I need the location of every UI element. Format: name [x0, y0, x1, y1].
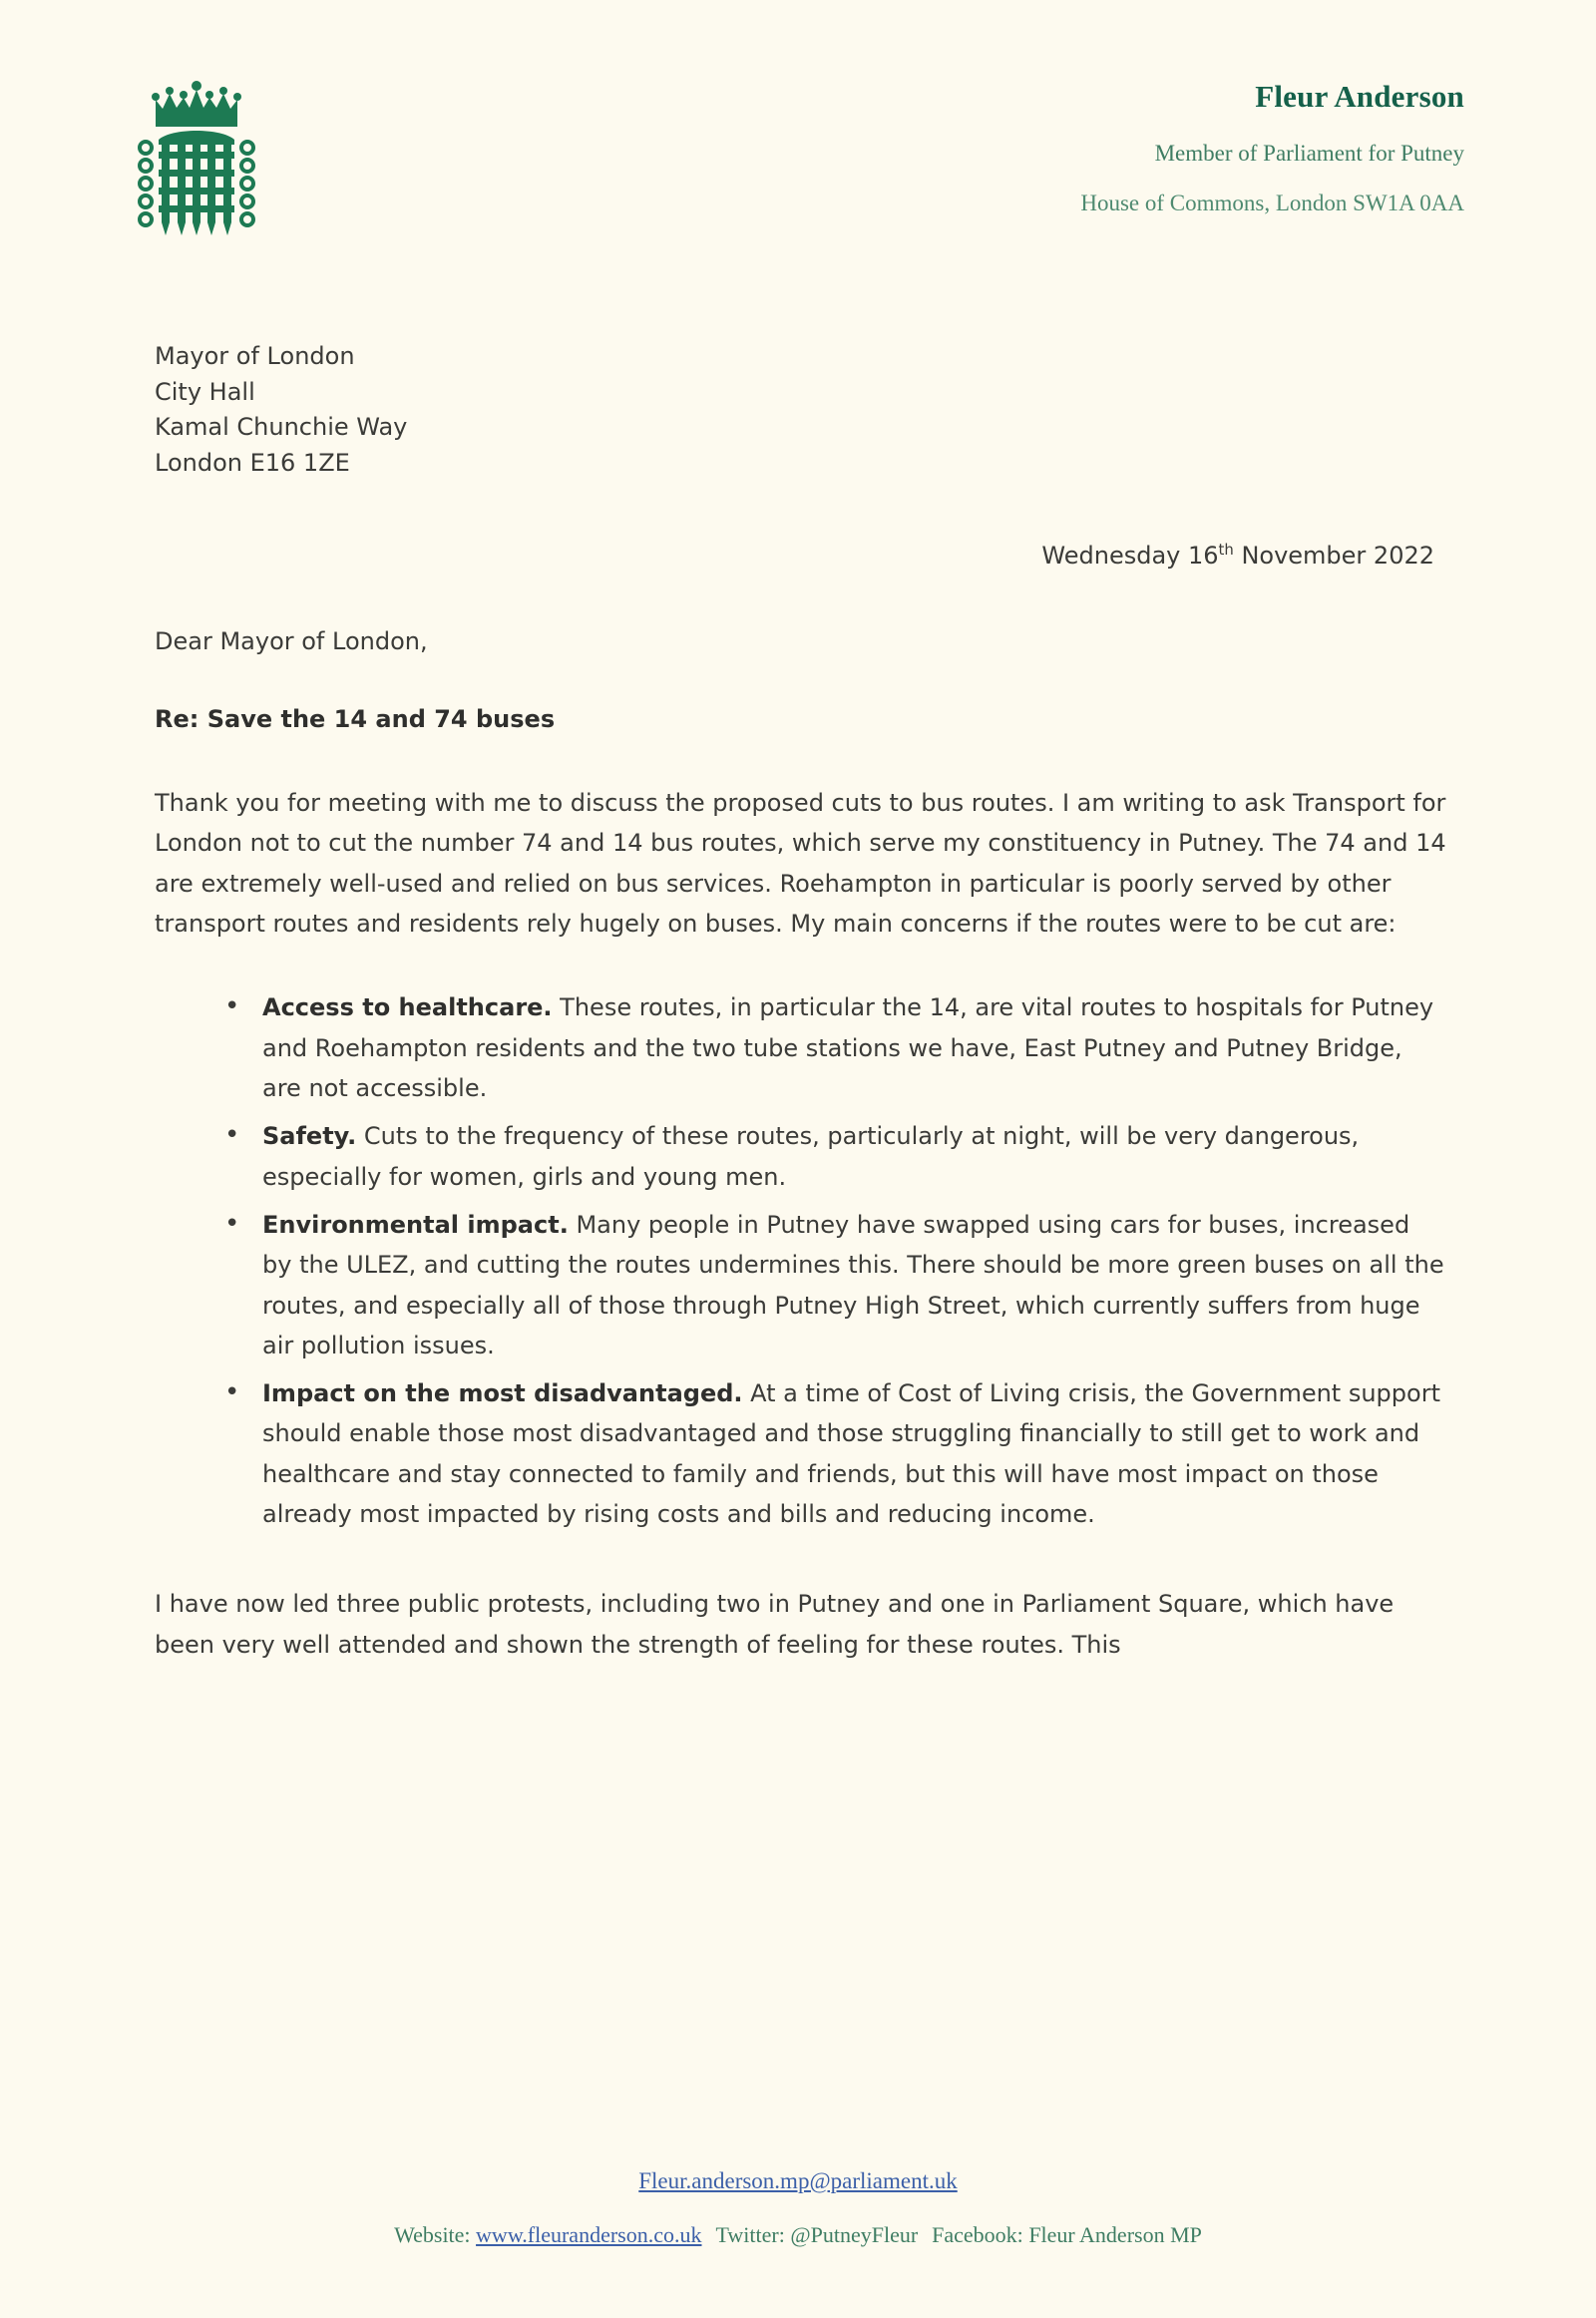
concern-text: These routes, in particular the 14, are vital routes to hospitals for Putney and Roehampton residents and the two tube stations we have, East Putney and Putney Bridge, are not accessible. [262, 993, 1434, 1102]
salutation: Dear Mayor of London, [155, 627, 428, 656]
twitter-handle: @PutneyFleur [790, 2222, 919, 2247]
list-item [216, 987, 1446, 1108]
date-ordinal: th [1218, 541, 1234, 560]
concern-text: Cuts to the frequency of these routes, particularly at night, will be very dangerous, especially for women, girls and young men. [262, 1122, 1360, 1191]
date-suffix: November 2022 [1233, 542, 1434, 571]
facebook-name: Fleur Anderson MP [1028, 2222, 1202, 2247]
closing-paragraph: I have now led three public protests, including two in Putney and one in Parliament Square, which have been very well attended and shown the strength of feeling for these routes. This [155, 1590, 1395, 1659]
recipient-line-2: City Hall [155, 377, 255, 406]
recipient-address [155, 339, 1446, 481]
website-label: Website: [394, 2222, 471, 2247]
footer-contact-line [0, 2222, 1596, 2248]
subject-line: Re: Save the 14 and 74 buses [155, 705, 556, 734]
letterhead [0, 0, 1596, 299]
facebook-label: Facebook: [932, 2222, 1023, 2247]
letterhead-text-block [1080, 80, 1464, 216]
concern-text: Many people in Putney have swapped using cars for buses, increased by the ULEZ, and cutting the routes undermines this. There should be more green buses on all the routes, and especially all of those through Putney High Street, which currently suffers from huge air pollution issues. [262, 1210, 1444, 1359]
recipient-line-1: Mayor of London [155, 342, 355, 370]
letter-footer [0, 2168, 1596, 2248]
portcullis-crest-icon [132, 78, 261, 242]
mp-name: Fleur Anderson [1255, 79, 1464, 114]
twitter-label: Twitter: [715, 2222, 785, 2247]
mp-address: House of Commons, London SW1A 0AA [1080, 190, 1464, 215]
concern-text: At a time of Cost of Living crisis, the Government support should enable those most disadvantaged and those struggling financially to still get to work and healthcare and stay connected to family and friends, but this will have most impact on those already most impacted by rising costs and bills and reducing income. [262, 1379, 1440, 1529]
date-prefix: Wednesday 16 [1041, 542, 1219, 571]
letter-date [155, 541, 1446, 570]
concern-heading: Environmental impact. [262, 1210, 569, 1239]
concern-heading: Safety. [262, 1122, 357, 1151]
list-item [216, 1373, 1446, 1534]
list-item [216, 1205, 1446, 1365]
concern-heading: Access to healthcare. [262, 993, 553, 1022]
intro-paragraph: Thank you for meeting with me to discuss the proposed cuts to bus routes. I am writing to ask Transport for London not to cut the number 74 and 14 bus routes, which serve my constituency in Putney. The 74 and 14 are extremely well-used and relied on bus services. Roehampton in particular is poorly served by other transport routes and residents rely hugely on buses. My main concerns if the routes were to be cut are: [155, 789, 1446, 938]
footer-email-link[interactable]: Fleur.anderson.mp@parliament.uk [638, 2168, 958, 2193]
letter-body [155, 339, 1446, 1665]
recipient-line-3: Kamal Chunchie Way [155, 413, 408, 442]
footer-website-link[interactable]: www.fleuranderson.co.uk [476, 2222, 702, 2247]
mp-role: Member of Parliament for Putney [1154, 141, 1464, 167]
concern-heading: Impact on the most disadvantaged. [262, 1379, 743, 1408]
concerns-list [155, 987, 1446, 1534]
recipient-line-4: London E16 1ZE [155, 448, 350, 477]
list-item [216, 1116, 1446, 1197]
